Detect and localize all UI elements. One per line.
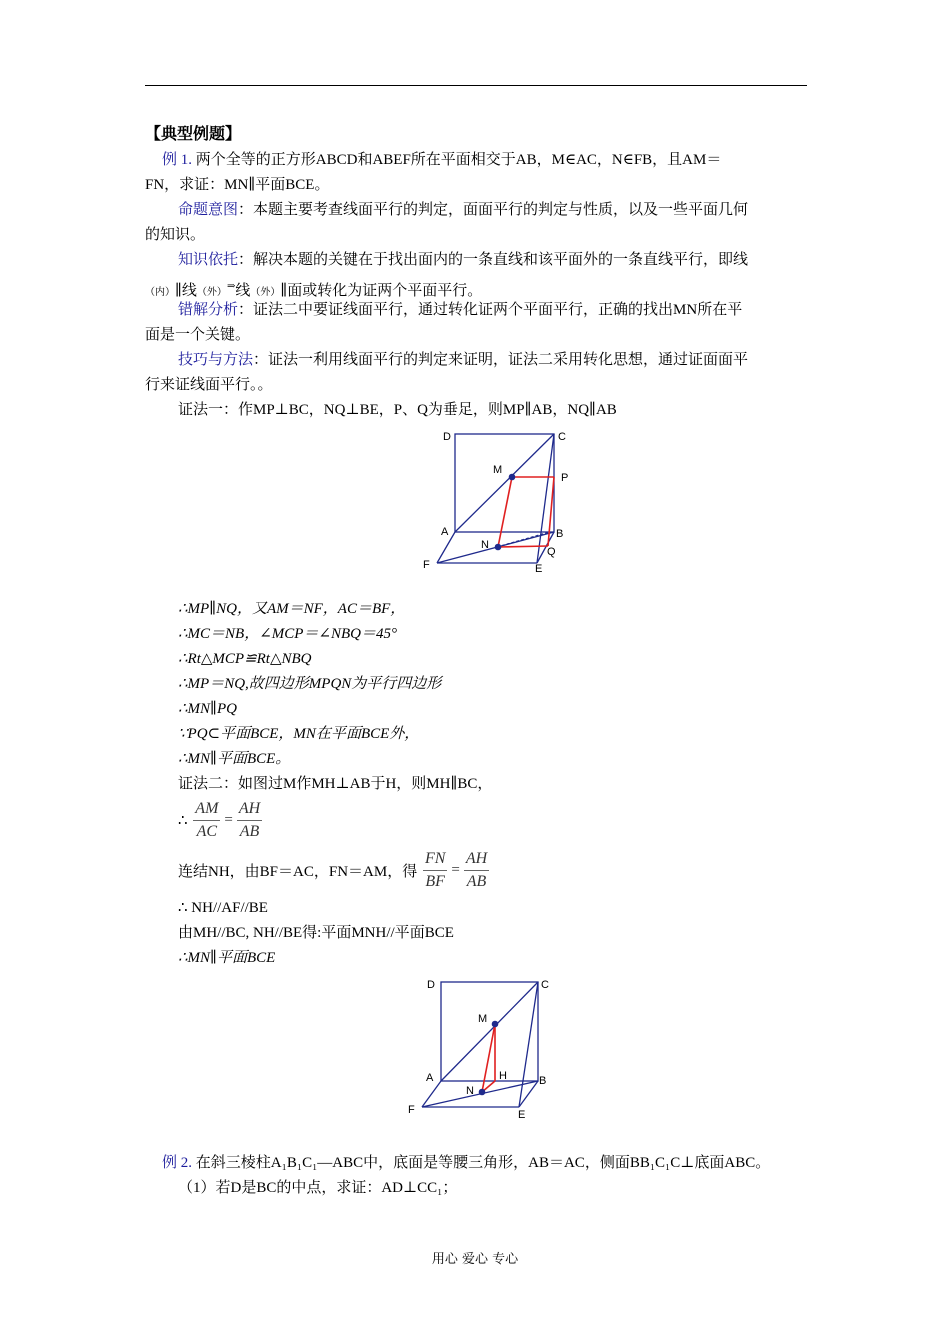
example2-line [162,1153,824,1173]
step2-1: ∴ NH//AF//BE [178,900,268,916]
step1-7: ∴MN∥平面BCE。 [178,751,291,767]
fig1-label-B: B [556,528,564,540]
fig1-label-P: P [561,472,569,484]
example2-q1: （1）若D是BC的中点，求证：AD⊥CC₁； [178,1180,458,1196]
error-line2: 面是一个关键。 [145,327,251,343]
equals-sign: = [224,812,233,828]
fig2-label-N: N [466,1085,474,1097]
fig2-label-F: F [408,1104,415,1116]
technique-line [178,350,808,370]
basis-out: （外） [196,287,227,298]
fig1-label-Q: Q [547,546,556,558]
step1-6: ∵PQ⊂平面BCE，MN在平面BCE外， [178,726,420,742]
page-footer: 用心 爱心 专心 [431,1252,519,1267]
error-label: 错解分析 [178,302,239,318]
basis-label: 知识依托 [178,252,239,268]
fig1-label-E: E [535,563,543,575]
fraction-ah-ab: $\frac{AH}{AB}$ [238,800,261,840]
step2-3: ∴MN∥平面BCE [178,950,276,966]
section-heading: 【典型例题】 [145,126,242,143]
step2-2: 由MH//BC, NH//BE得:平面MNH//平面BCE [178,925,454,941]
fig2-label-A: A [426,1072,434,1084]
basis-in: （内） [145,287,175,298]
fig2-label-H: H [499,1070,507,1082]
connect-line [178,850,808,891]
proof2-intro: 证法二：如图过M作MH⊥AB于H，则MH∥BC， [178,776,493,792]
intent-line [178,200,808,220]
basis-out2: （外） [250,287,281,298]
fraction-ah-ab-2: $\frac{AH}{AB}$ [465,850,488,890]
fig2-label-E: E [518,1109,526,1121]
technique-text: ：证法一利用线面平行的判定来证明，证法二采用转化思想，通过证面面平 [253,352,749,368]
fig1-label-A: A [441,526,449,538]
fig1-label-C: C [558,431,566,443]
basis-rest: ∥面或转化为证两个平面平行。 [280,283,483,299]
intent-text: ：本题主要考查线面平行的判定，面面平行的判定与性质，以及一些平面几何 [238,202,749,218]
step1-5: ∴MN∥PQ [178,701,237,717]
example1-line1 [162,150,824,170]
step1-1: ∴MP∥NQ，又AM＝NF，AC＝BF， [178,601,406,617]
technique-line2: 行来证线面平行。。 [145,377,273,393]
intent-line2: 的知识。 [145,227,206,243]
basis-line-word: 线 [235,283,251,299]
fraction-line-1 [178,800,808,841]
example1-line2: FN，求证：MN∥平面BCE。 [145,177,330,193]
figure-2 [400,972,565,1122]
basis-line [178,250,808,270]
fraction-am-ac: $\frac{AM}{AC}$ [195,800,219,840]
intent-label: 命题意图 [178,202,239,218]
fig1-label-M: M [493,464,503,476]
technique-label: 技巧与方法 [178,352,254,368]
error-line [178,300,808,320]
step1-4: ∴MP＝NQ,故四边形MPQN为平行四边形 [178,676,442,692]
fig2-label-C: C [541,979,549,991]
basis-text: ：解决本题的关键在于找出面内的一条直线和该平面外的一条直线平行，即线 [238,252,749,268]
step1-2: ∴MC＝NB，∠MCP＝∠NBQ＝45° [178,626,398,642]
figure-1 [415,425,580,575]
fig2-label-M: M [478,1013,488,1025]
therefore-symbol: ∴ [178,813,188,829]
fig1-label-D: D [443,431,451,443]
fig2-label-B: B [539,1075,547,1087]
fig1-label-F: F [423,559,430,571]
proof1-intro: 证法一：作MP⊥BC，NQ⊥BE，P、Q为垂足，则MP∥AB，NQ∥AB [178,402,617,418]
example2-text: 在斜三棱柱A₁B₁C₁—ABC中，底面是等腰三角形，AB＝AC，侧面BB₁C₁C⊥底面ABC。 [195,1155,771,1171]
connect-text: 连结NH，由BF＝AC，FN＝AM，得 [178,864,418,880]
example1-text: 两个全等的正方形ABCD和ABEF所在平面相交于AB，M∈AC，N∈FB，且AM＝ [195,152,722,168]
example1-label: 例 1. [162,152,193,168]
error-text: ：证法二中要证线面平行，通过转化证两个平面平行，正确的找出MN所在平 [238,302,743,318]
fraction-fn-bf: $\frac{FN}{BF}$ [424,850,446,890]
equals-sign: = [451,862,460,878]
fig2-label-D: D [427,979,435,991]
step1-3: ∴Rt△MCP≌Rt△NBQ [178,651,312,667]
fig1-label-N: N [481,539,489,551]
top-rule [145,85,807,86]
implies-icon: ⇒ [226,281,236,292]
example2-label: 例 2. [162,1155,193,1171]
basis-par: ∥线 [175,283,197,299]
